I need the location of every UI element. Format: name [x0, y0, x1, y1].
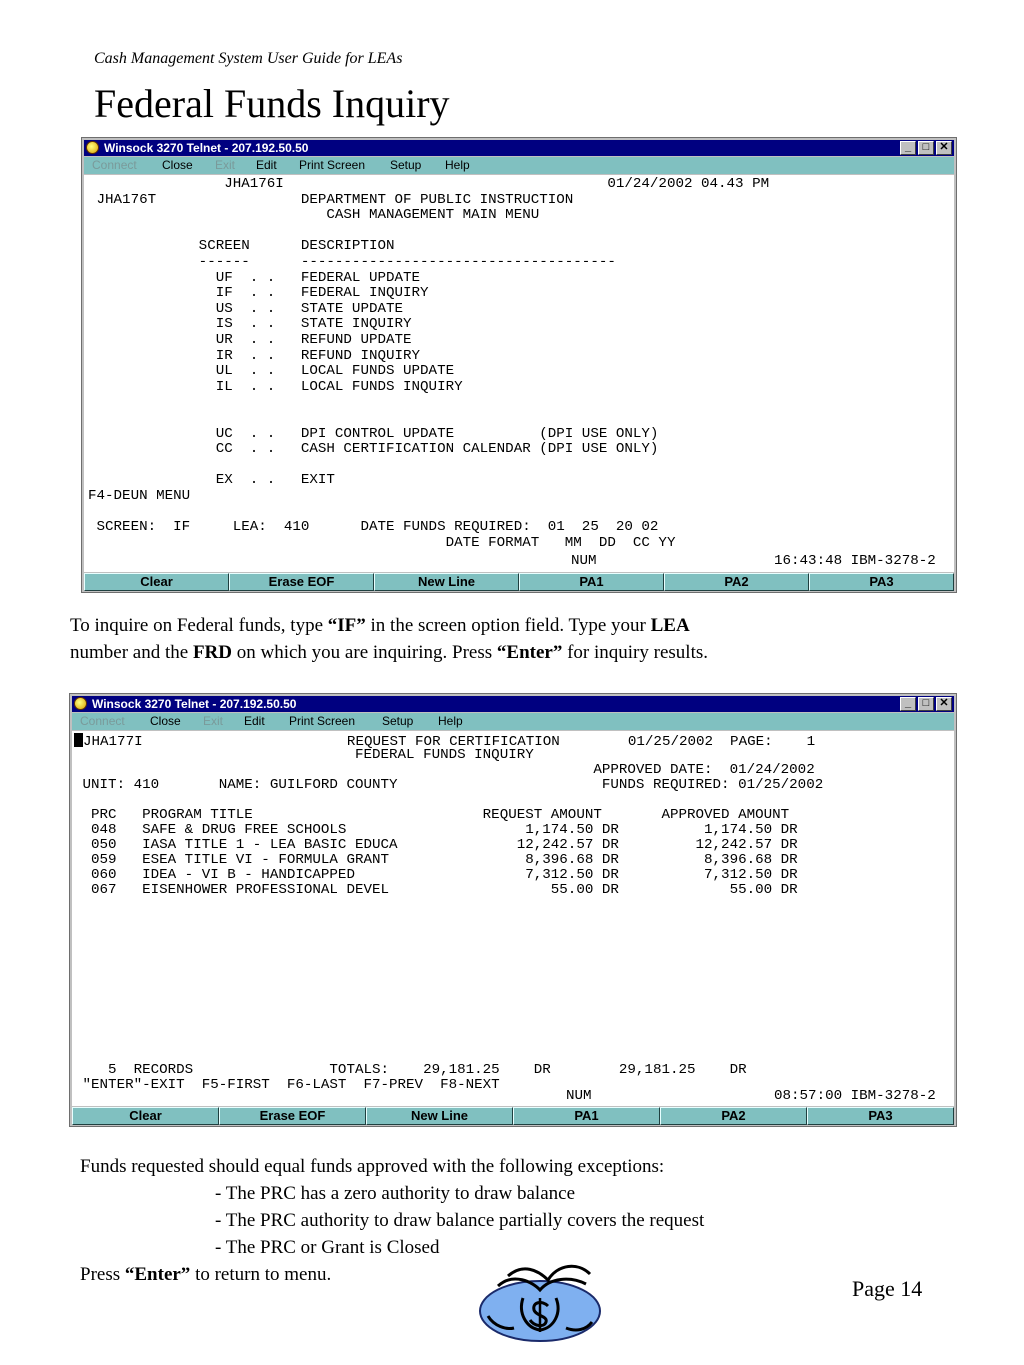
instruction-bold-enter: “Enter” — [496, 642, 563, 663]
instruction-text: To inquire on Federal funds, type — [70, 615, 328, 636]
page-title: Federal Funds Inquiry — [94, 81, 450, 126]
pa2-button[interactable]: PA2 — [664, 573, 809, 591]
erase-eof-button[interactable]: Erase EOF — [219, 1107, 366, 1125]
menu-close[interactable]: Close — [150, 714, 181, 728]
window-titlebar[interactable] — [72, 696, 954, 712]
menu-setup[interactable]: Setup — [382, 714, 414, 728]
exception-item: - The PRC or Grant is Closed — [215, 1237, 440, 1258]
pa3-button[interactable]: PA3 — [809, 573, 954, 591]
instruction-bold-lea: LEA — [650, 615, 690, 636]
status-time-terminal: 08:57:00 IBM-3278-2 — [774, 1088, 936, 1104]
instruction-text: on which you are inquiring. Press — [232, 642, 497, 663]
instruction-text: number and the — [70, 642, 193, 663]
function-button-bar — [84, 573, 954, 591]
instruction-bold-if: “IF” — [327, 615, 366, 636]
instruction-paragraph — [70, 612, 708, 666]
erase-eof-button[interactable]: Erase EOF — [229, 573, 374, 591]
menu-setup[interactable]: Setup — [390, 158, 422, 172]
return-instruction — [80, 1261, 704, 1288]
terminal-text: JHA176I 01/24/2002 04.43 PM JHA176T DEPARTMENT OF PUBLIC INSTRUCTION CASH MANAGEMENT MAIN MENU SCREEN DESCRIPTION ------ ------------------------------------- UF . . FEDERAL UPDATE IF . . FEDERAL INQUIRY US . . STATE UPDATE IS . . STATE INQUIRY UR . . REFUND UPDATE IR . . REFUND INQUIRY UL . . LOCAL FUNDS UPDATE IL . . LOCAL FUNDS INQUIRY UC . . DPI CONTROL UPDATE (DPI USE ONLY) CC . . CASH CERTIFICATION CALENDAR (DPI USE ONLY) EX . . EXIT F4-DEUN MENU SCREEN: IF LEA: 410 DATE FUNDS REQUIRED: 01 25 20 02 DATE FORMAT MM DD CC YY — [88, 176, 770, 551]
return-text: Press — [80, 1264, 125, 1285]
exception-item: - The PRC has a zero authority to draw balance — [215, 1183, 576, 1204]
status-num: NUM — [566, 1088, 592, 1104]
window-titlebar[interactable] — [84, 140, 954, 156]
menu-help[interactable]: Help — [445, 158, 470, 172]
status-num: NUM — [571, 553, 597, 569]
terminal-screen[interactable] — [72, 731, 954, 1106]
terminal-screen[interactable] — [84, 175, 954, 572]
telnet-window-menu — [81, 137, 957, 593]
page-number: Page 14 — [852, 1276, 923, 1301]
maximize-icon[interactable]: □ — [918, 141, 934, 155]
menu-edit[interactable]: Edit — [244, 714, 265, 728]
telnet-app-icon — [86, 141, 99, 154]
pa3-button[interactable]: PA3 — [807, 1107, 954, 1125]
pa2-button[interactable]: PA2 — [660, 1107, 807, 1125]
pa1-button[interactable]: PA1 — [513, 1107, 660, 1125]
money-bag-logo — [478, 1258, 604, 1344]
maximize-icon[interactable]: □ — [918, 697, 934, 711]
instruction-bold-frd: FRD — [192, 642, 232, 663]
window-title: Winsock 3270 Telnet - 207.192.50.50 — [104, 141, 309, 155]
exceptions-note — [80, 1153, 704, 1288]
minimize-icon[interactable]: _ — [900, 697, 916, 711]
minimize-icon[interactable]: _ — [900, 141, 916, 155]
clear-button[interactable]: Clear — [84, 573, 229, 591]
exceptions-intro: Funds requested should equal funds approved with the following exceptions: — [80, 1156, 665, 1177]
menu-bar — [84, 157, 954, 174]
new-line-button[interactable]: New Line — [366, 1107, 513, 1125]
menu-close[interactable]: Close — [162, 158, 193, 172]
menu-print-screen[interactable]: Print Screen — [289, 714, 356, 728]
status-time-terminal: 16:43:48 IBM-3278-2 — [774, 553, 936, 569]
menu-exit: Exit — [215, 158, 236, 172]
menu-help[interactable]: Help — [438, 714, 463, 728]
function-button-bar — [72, 1107, 954, 1125]
report-header-line: JHA177I REQUEST FOR CERTIFICATION 01/25/2002 PAGE: 1 — [83, 734, 816, 750]
clear-button[interactable]: Clear — [72, 1107, 219, 1125]
instruction-text: in the screen option field. Type your — [365, 615, 651, 636]
telnet-app-icon — [74, 697, 87, 710]
menu-edit[interactable]: Edit — [256, 158, 277, 172]
menu-exit: Exit — [203, 714, 224, 728]
terminal-cursor — [74, 733, 83, 747]
menu-connect: Connect — [92, 158, 137, 172]
return-text: to return to menu. — [190, 1264, 332, 1285]
close-icon[interactable]: ✕ — [936, 697, 952, 711]
terminal-text: FEDERAL FUNDS INQUIRY APPROVED DATE: 01/24/2002 UNIT: 410 NAME: GUILFORD COUNTY FUNDS REQUIRED: 01/25/2002 PRC PROGRAM TITLE REQUEST AMOUNT APPROVED AMOUNT 048 SAFE & DRUG FREE SCHOOLS 1,174.50 DR 1,174.50 DR 050 IASA TITLE 1 - LEA BASIC EDUCA 12,242.57 DR 12,242.57 DR 059 ESEA TITLE VI - FORMULA GRANT 8,396.68 DR 8,396.68 DR 060 IDEA - VI B - HANDICAPPED 7,312.50 DR 7,312.50 DR 067 EISENHOWER PROFESSIONAL DEVEL 55.00 DR 55.00 DR 5 RECORDS TOTALS: 29,181.25 DR 29,181.25 DR "ENTER"-EXIT F5-FIRST F6-LAST F7-PREV F8-NEXT — [82, 747, 824, 1093]
pa1-button[interactable]: PA1 — [519, 573, 664, 591]
instruction-text: for inquiry results. — [562, 642, 708, 663]
window-title: Winsock 3270 Telnet - 207.192.50.50 — [92, 697, 297, 711]
close-icon[interactable]: ✕ — [936, 141, 952, 155]
new-line-button[interactable]: New Line — [374, 573, 519, 591]
exception-item: - The PRC authority to draw balance partially covers the request — [215, 1210, 705, 1231]
menu-print-screen[interactable]: Print Screen — [299, 158, 366, 172]
menu-connect: Connect — [80, 714, 125, 728]
return-bold-enter: “Enter” — [124, 1264, 191, 1285]
telnet-window-inquiry — [69, 693, 957, 1127]
menu-bar — [72, 713, 954, 730]
document-header: Cash Management System User Guide for LEAs — [94, 50, 403, 67]
